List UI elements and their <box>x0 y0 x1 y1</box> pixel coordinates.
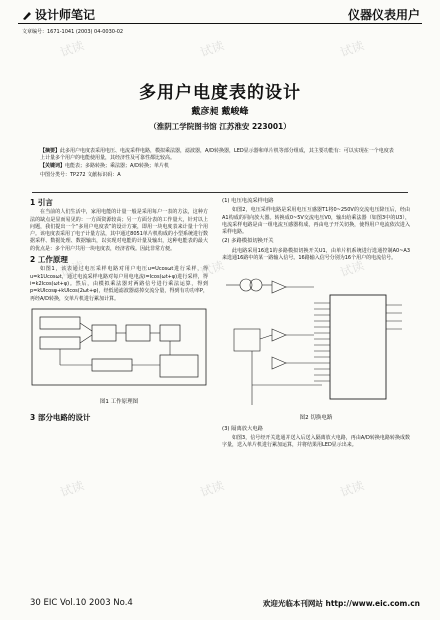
figure-2-caption: 图2 切换电路 <box>299 415 333 422</box>
watermark: 试读 <box>58 38 86 60</box>
watermark: 试读 <box>338 258 366 280</box>
journal-section-header <box>22 6 95 23</box>
journal-website: 欢迎光临本刊网站 http://www.eic.com.cn <box>262 599 420 608</box>
affiliation: （淮阴工学院图书馆 江苏淮安 223001） <box>149 122 291 131</box>
section-2-heading: 2 工作原理 <box>30 255 68 265</box>
subsection-voltage-current-heading: (1) 电压电流采样电路 <box>222 198 274 204</box>
keywords-text: 电能表；多路转换；乘法器；A/D转换；单片机 <box>65 163 169 170</box>
top-rule <box>18 23 422 24</box>
watermark: 试读 <box>338 38 366 60</box>
section-3-heading: 3 部分电路的设计 <box>30 413 91 423</box>
subsection-switch-text: 此电路采用16选1的多路模拟切换开关U1，由单片机系统进行选通控制A0~A3来选通16路中的某一路输入信号。16路输入信号分别为16个用户的电流信号。 <box>222 247 410 262</box>
section-2-text: 如图1，该表通过电压采样电路对用户电压u=Ucosωt进行采样，得u=k1Ucosωt，通过电流采样电路对每户用电电流i=Icos(ωt+φ)进行采样，得i=k2Icos(ωt+φ)。然后，由模拟乘法器对两路信号进行乘法运算，得到p=kUIcosφ+kUIcos(2ωt+φ)，经低通滤波器滤掉交流分量，得到有功功率P，再经A/D转换，交单片机进行累加计算。 <box>30 266 208 302</box>
page-footer-issue: 30 EIC Vol.10 2003 No.4 <box>30 598 133 608</box>
figure-1-diagram <box>30 307 208 399</box>
section-label: 设计师笔记 <box>35 8 96 22</box>
abstract-rule <box>32 192 408 193</box>
figure-2-circuit <box>222 265 410 415</box>
watermark: 试读 <box>198 478 226 500</box>
abstract-block <box>40 148 395 179</box>
watermark: 试读 <box>198 38 226 60</box>
watermark: 试读 <box>58 478 86 500</box>
watermark: 试读 <box>58 258 86 280</box>
subsection-switch-heading: (2) 多路模拟切换开关 <box>222 238 274 245</box>
subsection-voltage-current-text: 如图2，电压采样电路是采用电压互感器T1将0~250V的交流电压降压后，经由A1构成的同向放大器。转换成0~5V交流电压V0，输出给乘法器（如图3中的U3），电流采样电路是由一组电流互感器构成，再由电子开关切换，使得用户电流依次进入采样电路。 <box>222 207 410 236</box>
paper-title: 多用户电度表的设计 <box>139 83 301 103</box>
figure-1-caption: 图1 工作原理图 <box>99 398 139 405</box>
right-column <box>222 196 410 452</box>
section-1-text: 在当前的人们生活中，家用电能的计量一般是采用每户一表的方法，这种方法的缺点是显而易见的：一方面资源较高；另一方面分表的工作量大，针对以上问题，我们提出一个“多用户电度表”的设计方案，即用一块电度表来计量十个用户。该电度表采用了电子计量方法，其中通过8051单片机构成的小型系统进行数据采样、数据处理、数据输出，以实现对电能的计量及输出，这种电能表的最大的优点是：多个用户共用一块电度表，经济省线。因此非常方便。 <box>30 209 208 252</box>
watermark: 试读 <box>198 258 226 280</box>
abstract-text: 此多用户电度表采用电压、电流采样电路，模拟乘法器，滤波器，A/D转换器，LED显示器和单片机等部分组成，其主要功能有：可以实现在一个电度表上计量多个用户的电能使用量，其经济性及可靠性都比较高。 <box>40 148 394 162</box>
abstract-label: 【摘要】 <box>40 148 61 154</box>
section-1-heading: 1 引言 <box>30 198 53 207</box>
keywords <box>40 163 395 170</box>
pen-icon <box>22 10 32 20</box>
subsection-isolation-text: 如图3，信号经开关选通并送入后送入隔离放大电路，再由A/D转换电路转换成数字量，送入单片机进行累加运算，并将结果用LED显示出来。 <box>222 434 410 449</box>
subsection-isolation-heading: (3) 隔离放大电路 <box>222 425 263 432</box>
journal-name: 仪器仪表用户 <box>347 8 420 22</box>
left-column <box>30 196 208 424</box>
abstract <box>40 148 395 162</box>
watermark: 试读 <box>338 478 366 500</box>
keywords-label: 【关键词】 <box>40 163 66 170</box>
article-number: 文章编号：1671-1041 (2003) 04-0030-02 <box>22 29 124 35</box>
classification: 中图分类号：TP272 文献标识码：A <box>40 171 121 178</box>
authors: 戴彦昶 戴峻峰 <box>191 107 249 117</box>
